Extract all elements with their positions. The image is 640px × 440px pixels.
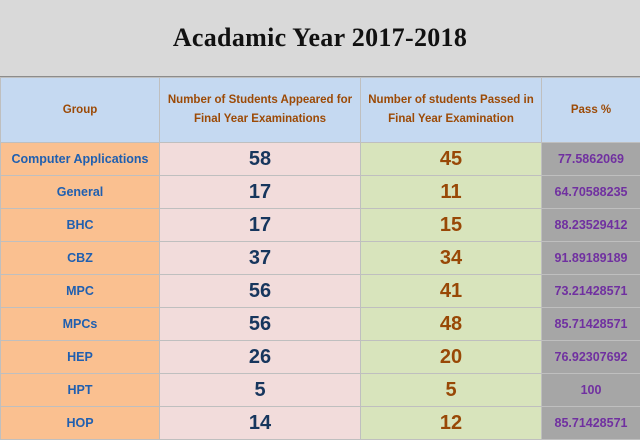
pass-pct-cell[interactable]: 88.23529412 <box>542 209 640 242</box>
pass-pct-cell[interactable]: 64.70588235 <box>542 176 640 209</box>
group-cell[interactable]: CBZ <box>1 242 160 275</box>
table-row <box>1 407 640 440</box>
pass-pct-cell[interactable]: 91.89189189 <box>542 242 640 275</box>
group-cell[interactable]: Computer Applications <box>1 143 160 176</box>
group-cell[interactable]: HOP <box>1 407 160 440</box>
passed-cell[interactable]: 11 <box>361 176 542 209</box>
table-row <box>1 176 640 209</box>
group-cell[interactable]: MPC <box>1 275 160 308</box>
header-pass-pct[interactable]: Pass % <box>542 78 640 143</box>
pass-pct-cell[interactable]: 85.71428571 <box>542 308 640 341</box>
table-row <box>1 374 640 407</box>
table-row <box>1 341 640 374</box>
appeared-cell[interactable]: 17 <box>160 209 361 242</box>
group-cell[interactable]: MPCs <box>1 308 160 341</box>
group-cell[interactable]: General <box>1 176 160 209</box>
header-group[interactable]: Group <box>1 78 160 143</box>
table-row <box>1 242 640 275</box>
table-row <box>1 209 640 242</box>
passed-cell[interactable]: 41 <box>361 275 542 308</box>
passed-cell[interactable]: 12 <box>361 407 542 440</box>
header-appeared[interactable]: Number of Students Appeared for Final Year Examinations <box>160 78 361 143</box>
table-row <box>1 275 640 308</box>
passed-cell[interactable]: 20 <box>361 341 542 374</box>
table-row <box>1 308 640 341</box>
page-title: Acadamic Year 2017-2018 <box>173 23 467 53</box>
pass-pct-cell[interactable]: 73.21428571 <box>542 275 640 308</box>
passed-cell[interactable]: 45 <box>361 143 542 176</box>
appeared-cell[interactable]: 56 <box>160 275 361 308</box>
pass-pct-cell[interactable]: 85.71428571 <box>542 407 640 440</box>
appeared-cell[interactable]: 26 <box>160 341 361 374</box>
header-passed[interactable]: Number of students Passed in Final Year Examination <box>361 78 542 143</box>
appeared-cell[interactable]: 17 <box>160 176 361 209</box>
pass-pct-cell[interactable]: 100 <box>542 374 640 407</box>
appeared-cell[interactable]: 56 <box>160 308 361 341</box>
appeared-cell[interactable]: 5 <box>160 374 361 407</box>
title-band <box>0 0 640 77</box>
passed-cell[interactable]: 15 <box>361 209 542 242</box>
passed-cell[interactable]: 34 <box>361 242 542 275</box>
group-cell[interactable]: HEP <box>1 341 160 374</box>
table-row <box>1 143 640 176</box>
appeared-cell[interactable]: 37 <box>160 242 361 275</box>
passed-cell[interactable]: 48 <box>361 308 542 341</box>
pass-pct-cell[interactable]: 77.5862069 <box>542 143 640 176</box>
passed-cell[interactable]: 5 <box>361 374 542 407</box>
results-table <box>0 77 640 440</box>
group-cell[interactable]: HPT <box>1 374 160 407</box>
appeared-cell[interactable]: 58 <box>160 143 361 176</box>
appeared-cell[interactable]: 14 <box>160 407 361 440</box>
group-cell[interactable]: BHC <box>1 209 160 242</box>
pass-pct-cell[interactable]: 76.92307692 <box>542 341 640 374</box>
header-row <box>1 78 640 143</box>
